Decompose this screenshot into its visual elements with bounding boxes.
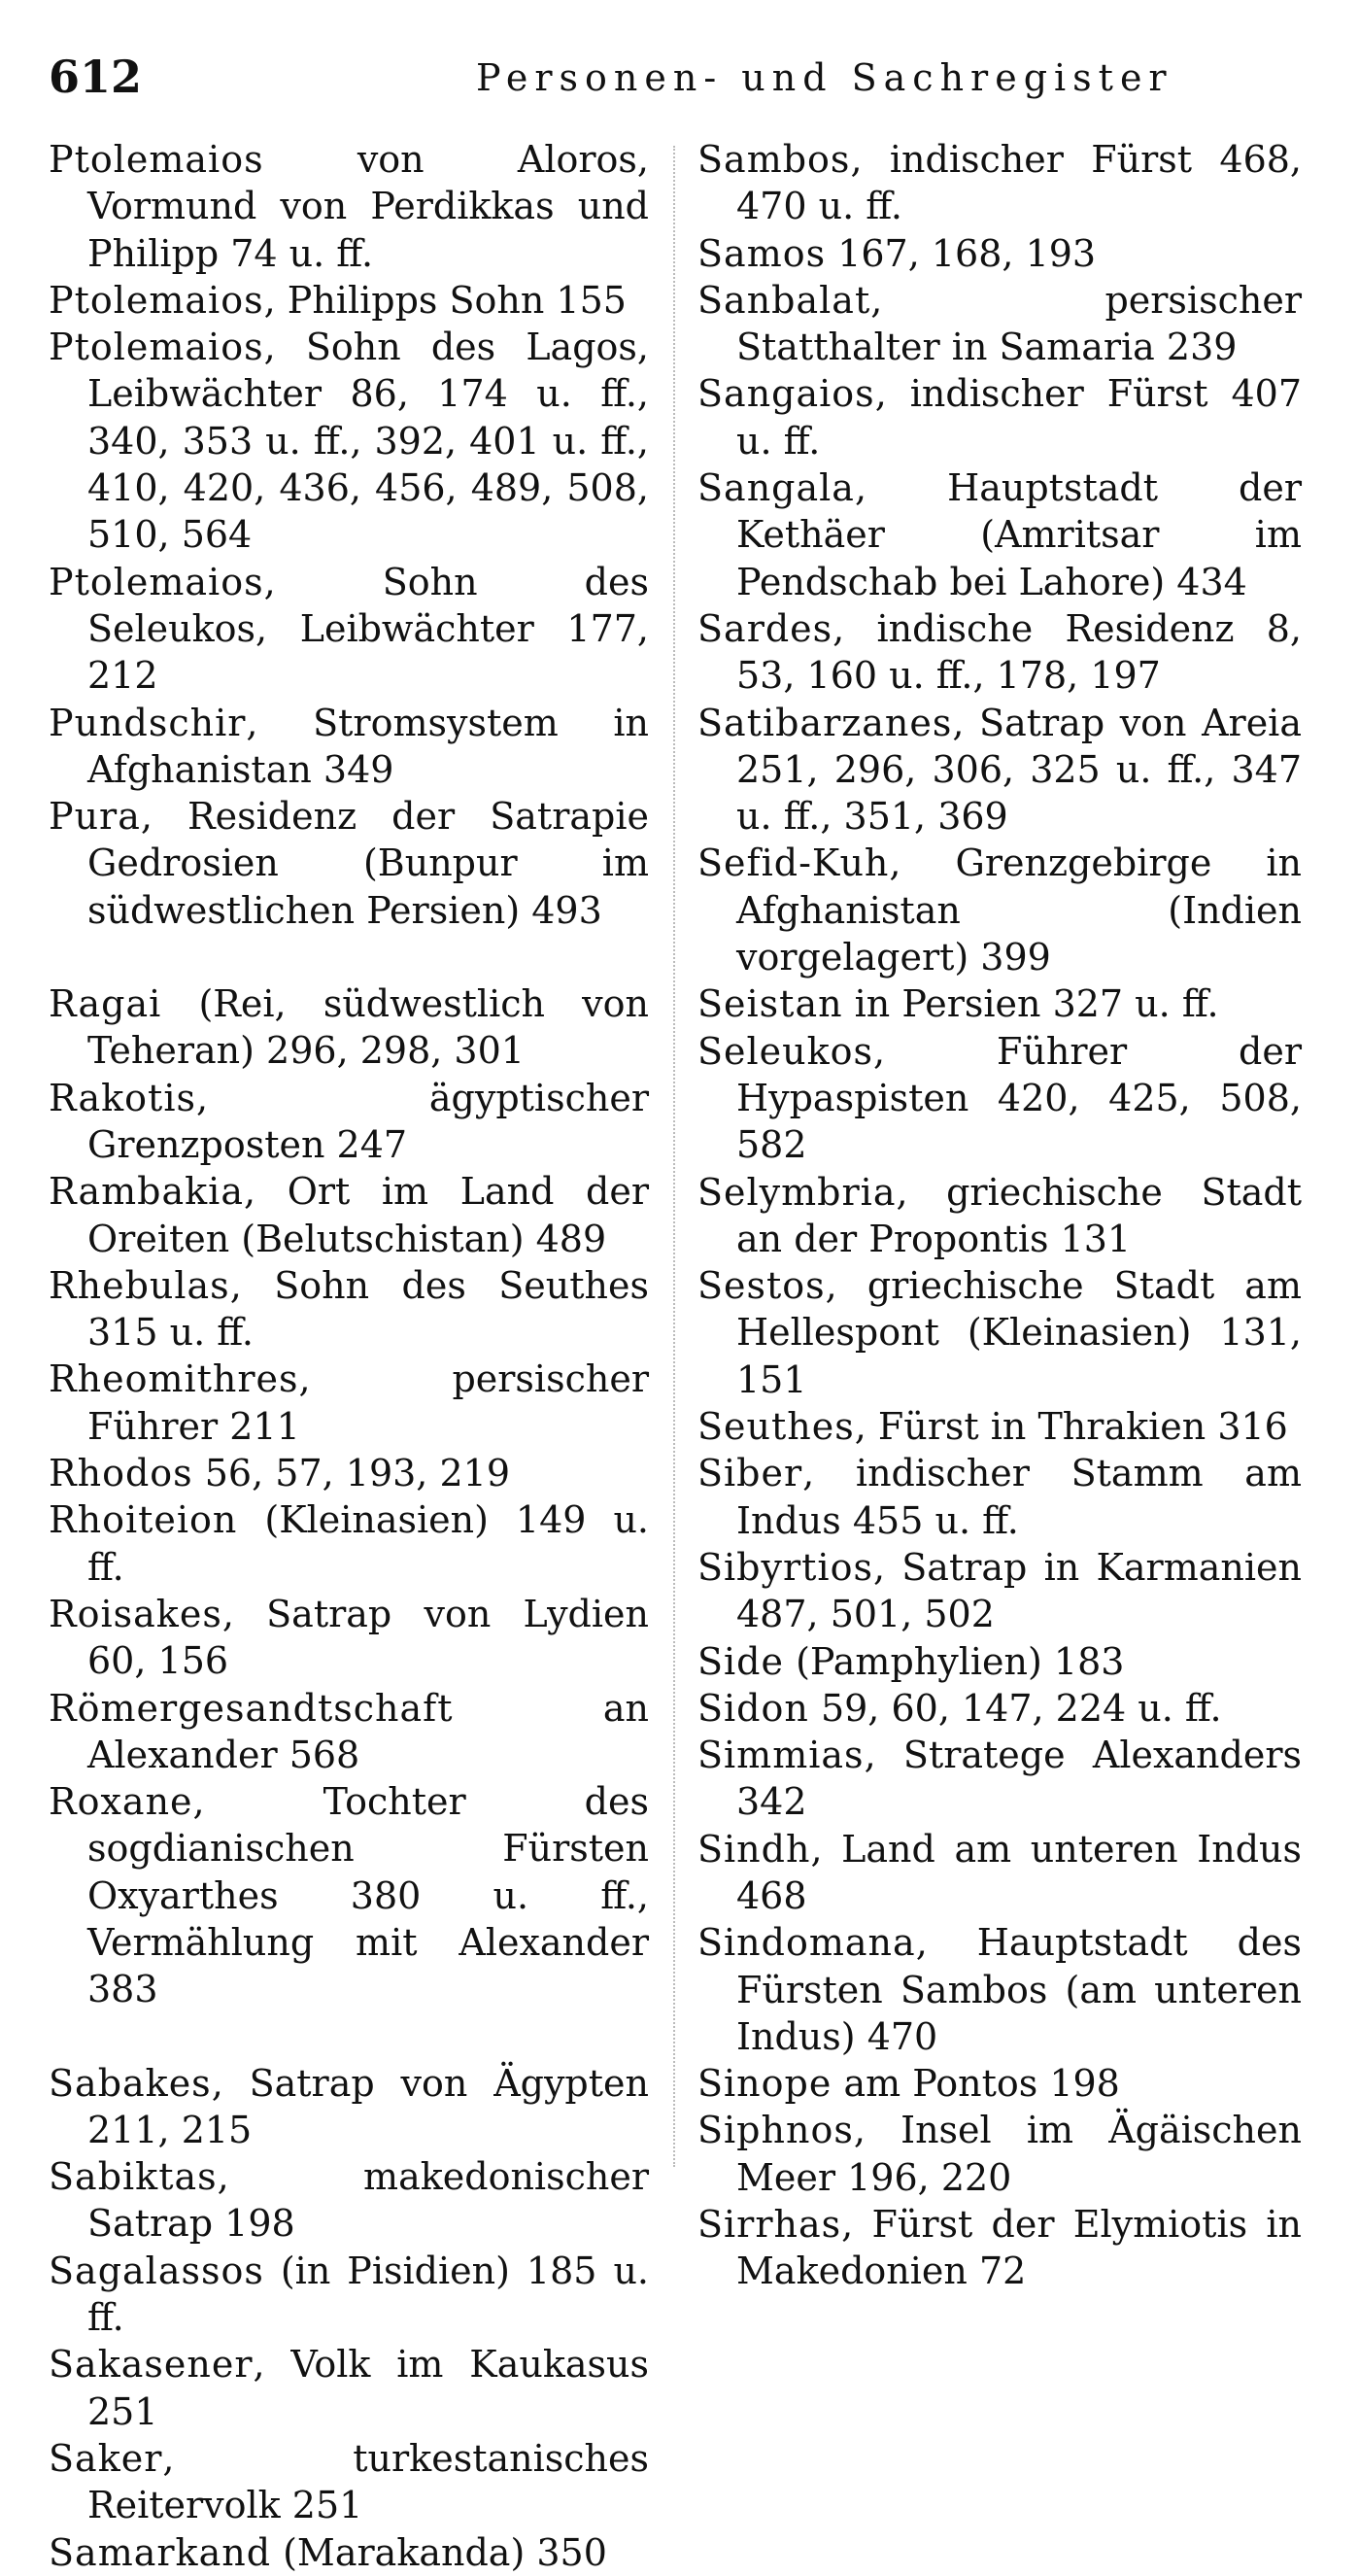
entry-headword: Seleukos: [697, 1029, 874, 1073]
entry-text: , Residenz der Satrapie Gedrosien (Bunpur im südwestlichen Persien) 493: [87, 795, 649, 932]
entry-headword: Side: [697, 1639, 784, 1683]
index-entry: [697, 980, 1302, 1027]
index-entry: [49, 1356, 649, 1450]
index-entry: [697, 370, 1302, 464]
index-entry: [49, 1075, 649, 1169]
entry-headword: Ptolemaios: [49, 138, 264, 181]
entry-text: , griechische Stadt am Hellespont (Kleinasien) 131, 151: [736, 1264, 1302, 1401]
entry-text: , Fürst in Thrakien 316: [854, 1405, 1288, 1449]
entry-headword: Rhodos: [49, 1452, 193, 1495]
right-column: [697, 136, 1302, 2295]
index-entry: [697, 2060, 1302, 2107]
entry-text: , Insel im Ägäischen Meer 196, 220: [736, 2109, 1302, 2199]
index-entry: [697, 1450, 1302, 1544]
index-entry: [697, 1919, 1302, 2060]
entry-text: , Land am unteren Indus 468: [736, 1827, 1302, 1917]
index-entry: [49, 980, 649, 1075]
entry-text: 56, 57, 193, 219: [192, 1452, 510, 1495]
entry-headword: Sangala: [697, 466, 855, 510]
entry-headword: Sindomana: [697, 1921, 916, 1965]
entry-headword: Rhebulas: [49, 1263, 230, 1307]
entry-headword: Pundschir: [49, 701, 247, 744]
entry-text: (in Pisidien) 185 u. ff.: [87, 2249, 649, 2340]
entry-headword: Samos: [697, 231, 827, 275]
entry-headword: Rhoiteion: [49, 1498, 238, 1542]
index-entry: [697, 464, 1302, 605]
entry-headword: Selymbria: [697, 1170, 897, 1214]
index-entry: [697, 230, 1302, 277]
entry-headword: Sakasener: [49, 2343, 254, 2387]
entry-headword: Samarkand: [49, 2530, 272, 2574]
entry-text: am Pontos 198: [832, 2062, 1120, 2106]
page-number: 612: [49, 51, 143, 103]
entry-headword: Seistan: [697, 982, 843, 1026]
entry-text: , Hauptstadt der Kethäer (Amritsar im Pendschab bei Lahore) 434: [736, 466, 1302, 603]
index-entry: [49, 2341, 649, 2435]
index-entry: [697, 136, 1302, 230]
entry-headword: Rheomithres: [49, 1357, 299, 1401]
entry-text: in Persien 327 u. ff.: [842, 982, 1219, 1026]
entry-text: , Volk im Kaukasus 251: [87, 2343, 649, 2433]
entry-text: , Satrap von Ägypten 211, 215: [87, 2061, 649, 2151]
entry-text: (Marakanda) 350: [271, 2530, 607, 2574]
entry-headword: Siber: [697, 1452, 803, 1495]
index-entry: [49, 324, 649, 558]
letter-gap: [49, 2013, 649, 2060]
entry-text: , persischer Führer 211: [87, 1357, 649, 1448]
page-header: [49, 51, 1302, 109]
entry-text: 59, 60, 147, 224 u. ff.: [808, 1686, 1222, 1730]
index-entry: [49, 700, 649, 794]
entry-text: , Ort im Land der Oreiten (Belutschistan) 489: [87, 1170, 649, 1260]
index-entry: [697, 1169, 1302, 1263]
entry-headword: Römergesandtschaft: [49, 1686, 454, 1730]
index-entry: [697, 1544, 1302, 1638]
entry-text: , Sohn des Seuthes 315 u. ff.: [87, 1263, 649, 1355]
index-entry: [49, 1778, 649, 2012]
entry-headword: Ptolemaios: [49, 278, 264, 322]
entry-text: , Fürst der Elymiotis in Makedonien 72: [736, 2203, 1302, 2293]
index-entry: [697, 1638, 1302, 1685]
entry-text: , Satrap in Karmanien 487, 501, 502: [736, 1545, 1302, 1636]
entry-text: (Kleinasien) 149 u. ff.: [87, 1498, 649, 1589]
index-entry: [697, 1826, 1302, 1920]
entry-text: , indische Residenz 8, 53, 160 u. ff., 178, 197: [736, 606, 1302, 698]
index-entry: [49, 2060, 649, 2154]
index-entry: [697, 1732, 1302, 1826]
index-entry: [49, 1450, 649, 1496]
entry-headword: Sangaios: [697, 372, 875, 416]
entry-text: 167, 168, 193: [826, 231, 1097, 275]
index-entry: [49, 277, 649, 324]
entry-text: , Grenzgebirge in Afghanistan (Indien vorgelagert) 399: [736, 841, 1302, 979]
entry-headword: Ptolemaios: [49, 326, 264, 369]
index-entry: [49, 136, 649, 277]
index-entry: [49, 793, 649, 934]
index-entry: [697, 1262, 1302, 1403]
entry-text: , Philipps Sohn 155: [263, 278, 627, 322]
entry-headword: Satibarzanes: [697, 701, 953, 744]
entry-text: , Stromsystem in Afghanistan 349: [87, 701, 649, 791]
entry-headword: Sinope: [697, 2062, 832, 2106]
entry-text: , turkestanisches Reitervolk 251: [87, 2436, 649, 2527]
entry-text: , Führer der Hypaspisten 420, 425, 508, 582: [736, 1029, 1302, 1167]
entry-text: , indischer Stamm am Indus 455 u. ff.: [736, 1452, 1302, 1542]
index-entry: [49, 1168, 649, 1262]
entry-headword: Siphnos: [697, 2109, 854, 2152]
entry-text: , ägyptischer Grenzposten 247: [87, 1076, 649, 1166]
entry-headword: Sibyrtios: [697, 1545, 873, 1589]
index-entry: [49, 1685, 649, 1779]
index-entry: [697, 277, 1302, 371]
entry-text: , Stratege Alexanders 342: [736, 1734, 1302, 1824]
index-entry: [49, 2153, 649, 2248]
index-entry: [697, 2107, 1302, 2201]
entry-headword: Sidon: [697, 1686, 809, 1730]
entry-text: , Tochter des sogdianischen Fürsten Oxyarthes 380 u. ff., Vermählung mit Alexander 383: [87, 1780, 649, 2011]
entry-headword: Ragai: [49, 982, 162, 1026]
index-entry: [697, 1403, 1302, 1450]
entry-headword: Simmias: [697, 1734, 865, 1777]
entry-text: , indischer Fürst 468, 470 u. ff.: [736, 138, 1302, 228]
index-entry: [697, 1028, 1302, 1169]
entry-headword: Sambos: [697, 138, 851, 181]
index-entry: [49, 1262, 649, 1357]
index-entry: [697, 700, 1302, 841]
entry-text: , Sohn des Seleukos, Leibwächter 177, 212: [87, 560, 649, 698]
entry-text: an Alexander 568: [87, 1686, 649, 1776]
entry-text: , Sohn des Lagos, Leibwächter 86, 174 u. ff., 340, 353 u. ff., 392, 401 u. ff., 410, 420, 436, 456, 489, 508, 510, 564: [87, 326, 649, 557]
entry-headword: Seuthes: [697, 1405, 855, 1449]
entry-headword: Sestos: [697, 1264, 826, 1308]
entry-headword: Sardes: [697, 606, 833, 650]
entry-text: , indischer Fürst 407 u. ff.: [736, 372, 1302, 463]
index-entry: [49, 1591, 649, 1685]
entry-headword: Sindh: [697, 1827, 811, 1871]
entry-headword: Sagalassos: [49, 2249, 264, 2292]
entry-headword: Roxane: [49, 1780, 193, 1824]
index-entry: [49, 559, 649, 700]
entry-text: , persischer Statthalter in Samaria 239: [736, 278, 1302, 369]
entry-text: , Hauptstadt des Fürsten Sambos (am unteren Indus) 470: [736, 1921, 1302, 2058]
index-entry: [49, 1496, 649, 1591]
entry-headword: Sirrhas: [697, 2203, 842, 2247]
index-entry: [697, 2201, 1302, 2295]
left-column: [49, 136, 649, 2576]
index-entry: [697, 1685, 1302, 1732]
entry-text: , Satrap von Areia 251, 296, 306, 325 u. ff., 347 u. ff., 351, 369: [736, 701, 1302, 839]
entry-headword: Pura: [49, 795, 141, 839]
running-title: Personen- und Sachregister: [476, 56, 1173, 99]
entry-text: , Satrap von Lydien 60, 156: [87, 1592, 649, 1683]
entry-headword: Sabiktas: [49, 2155, 218, 2199]
index-entry: [697, 840, 1302, 980]
entry-text: (Pamphylien) 183: [784, 1639, 1125, 1683]
index-entry: [697, 605, 1302, 700]
column-divider: [673, 146, 675, 2167]
entry-text: , griechische Stadt an der Propontis 131: [736, 1170, 1302, 1260]
entry-text: (Rei, südwestlich von Teheran) 296, 298, 301: [87, 982, 649, 1073]
entry-headword: Saker: [49, 2436, 163, 2480]
entry-headword: Sanbalat: [697, 278, 871, 322]
entry-text: von Aloros, Vormund von Perdikkas und Philipp 74 u. ff.: [87, 138, 649, 275]
index-entry: [49, 2435, 649, 2529]
entry-text: , makedonischer Satrap 198: [87, 2155, 649, 2246]
entry-headword: Ptolemaios: [49, 560, 264, 603]
index-entry: [49, 2529, 649, 2576]
letter-gap: [49, 934, 649, 980]
entry-headword: Rakotis: [49, 1076, 196, 1119]
entry-headword: Rambakia: [49, 1170, 244, 1214]
entry-headword: Sefid-Kuh: [697, 841, 890, 885]
entry-headword: Roisakes: [49, 1592, 222, 1635]
entry-headword: Sabakes: [49, 2061, 212, 2105]
index-entry: [49, 2248, 649, 2342]
